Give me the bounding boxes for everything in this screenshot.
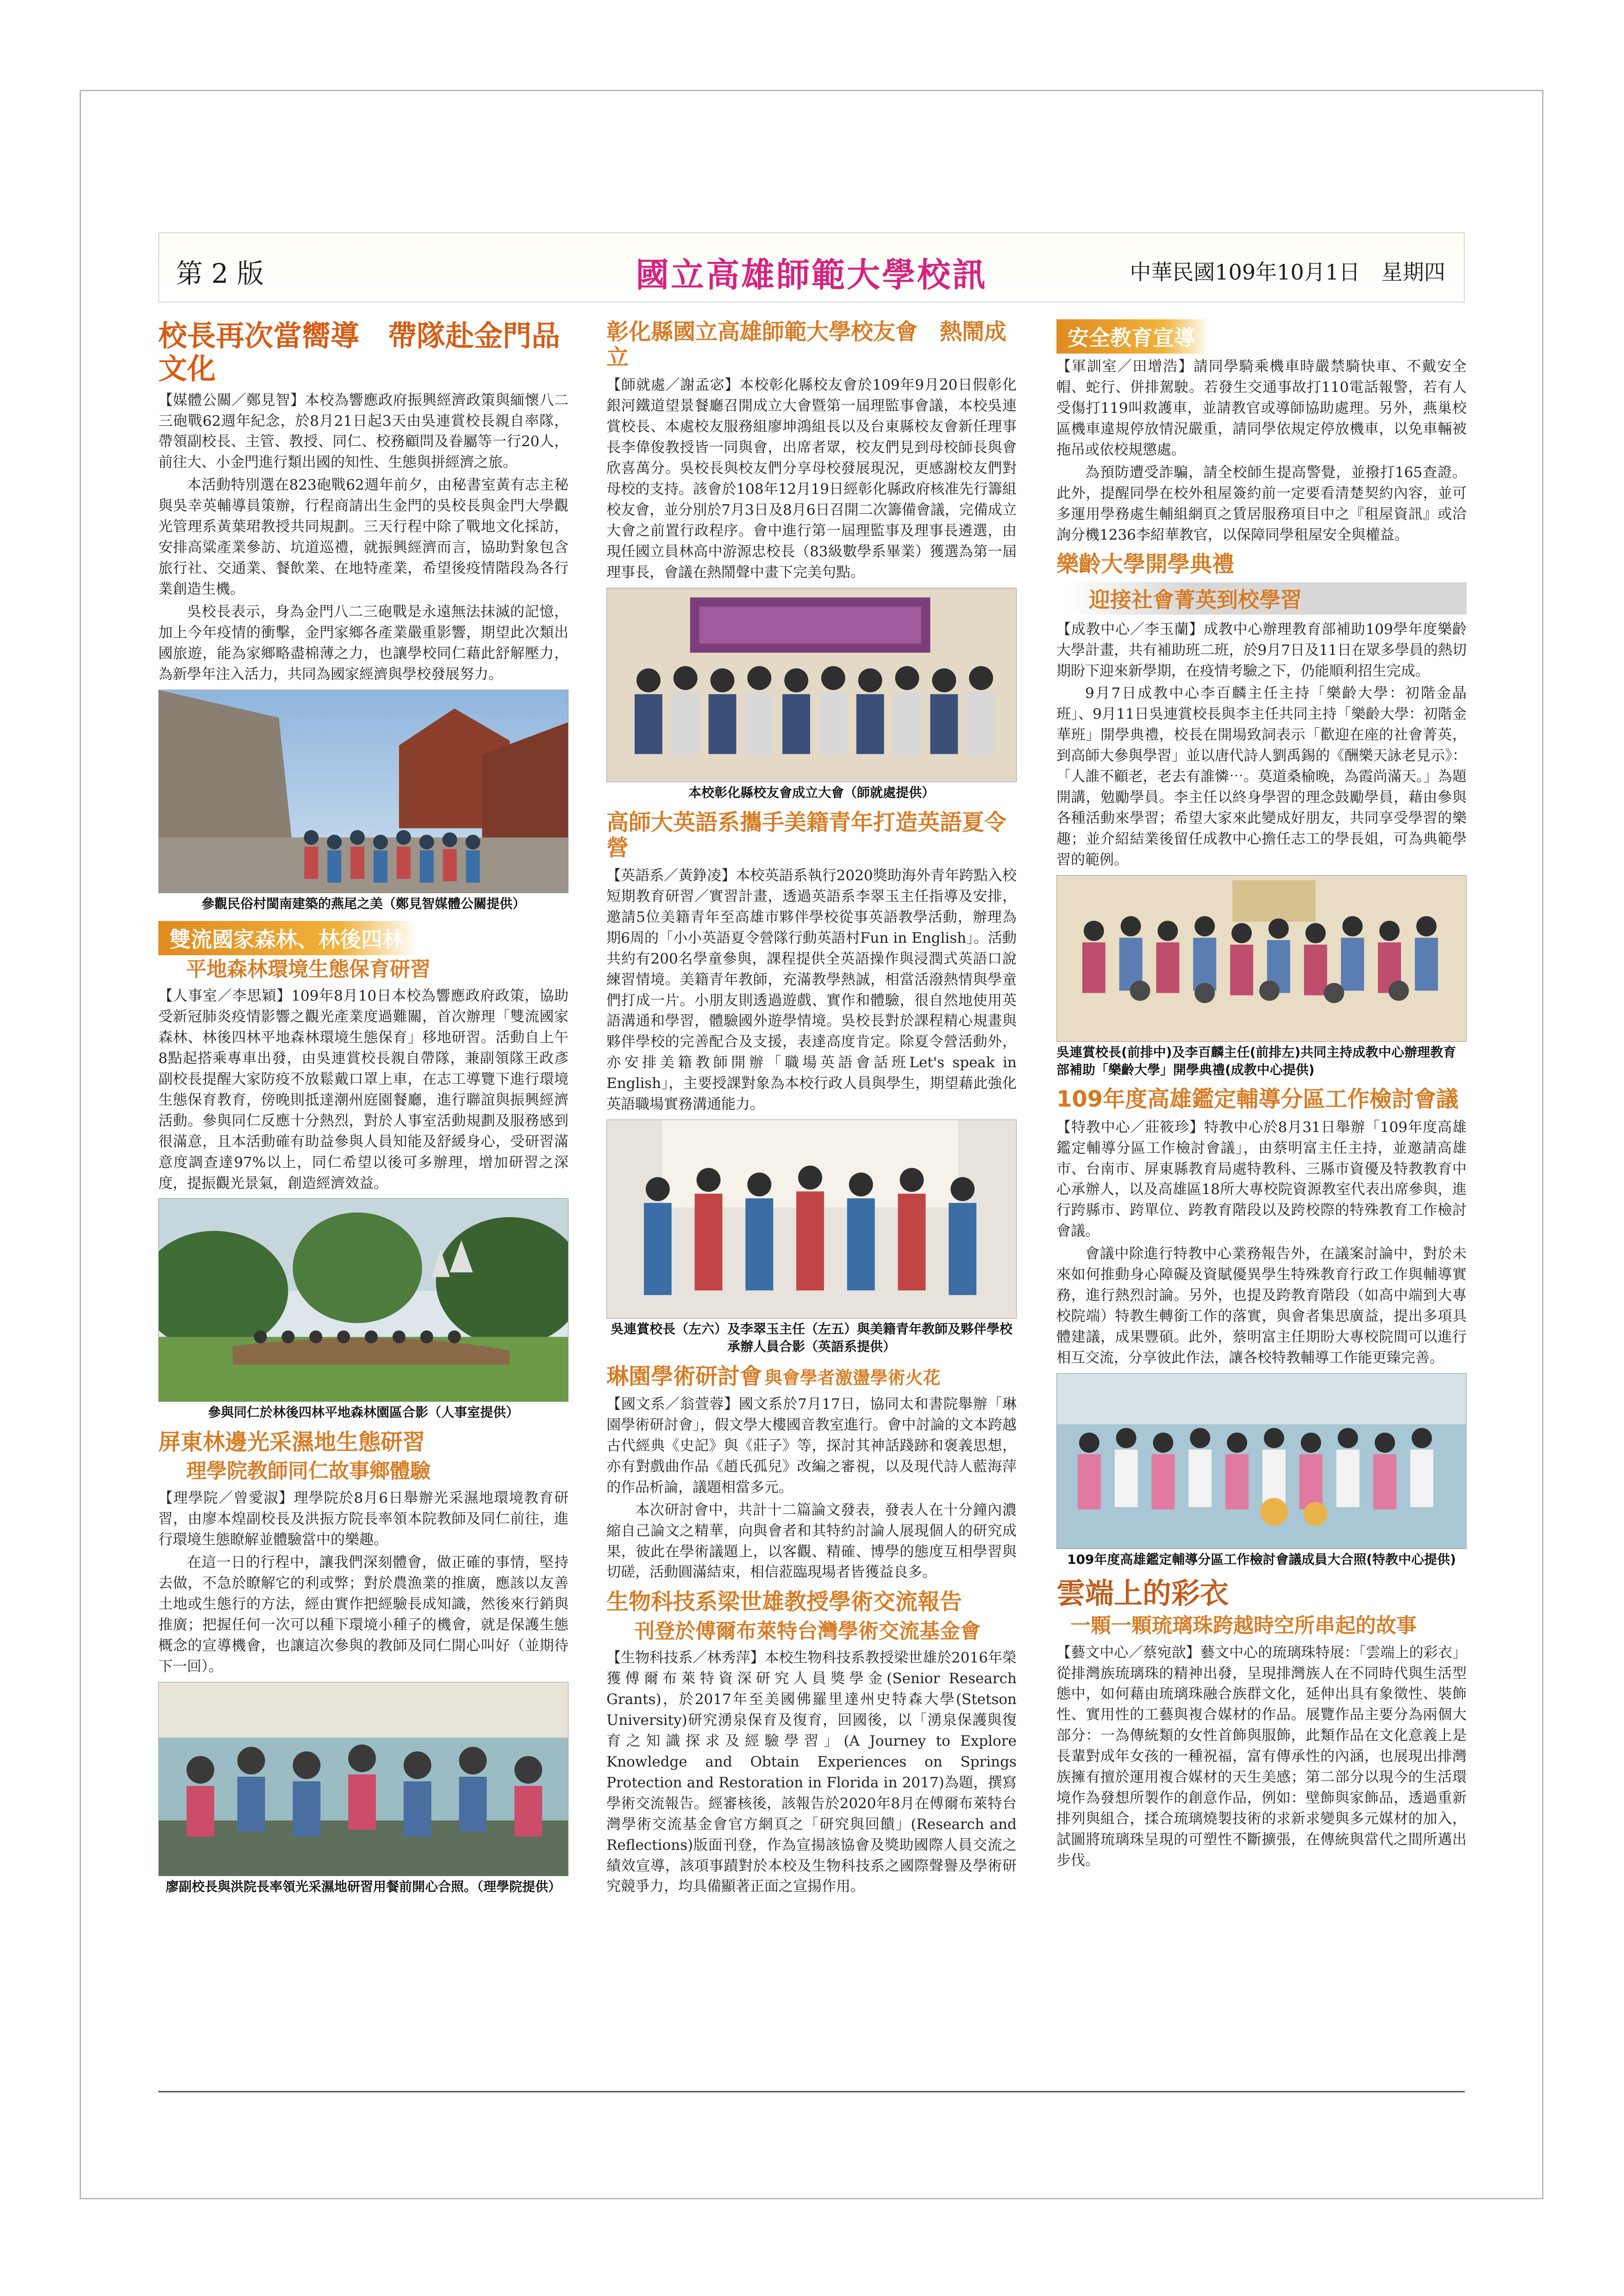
photo-senior bbox=[1056, 875, 1467, 1042]
article-senior-p1: 【成教中心／李玉蘭】成教中心辦理教育部補助109學年度樂齡大學計畫，共有補助班二班，於9月7日及11日在眾多學員的熱切期盼下迎來新學期，在疫情考驗之下，仍能順利招生完成。 bbox=[1056, 621, 1467, 679]
caption-forest: 參與同仁於林後四林平地森林園區合影（人事室提供） bbox=[207, 1405, 519, 1420]
headline-alumni: 彰化縣國立高雄師範大學校友會 熱鬧成立 bbox=[606, 319, 1007, 371]
caption-pingtung: 廖副校長與洪院長率領光采濕地研習用餐前開心合照。（理學院提供） bbox=[165, 1879, 561, 1894]
headline-english: 高師大英語系攜手美籍青年打造英語夏令營 bbox=[606, 809, 1007, 861]
article-pingtung-p2: 在這一日的行程中，讓我們深刻體會，做正確的事情，堅持去做，不急於瞭解它的利或弊；對於農漁業的推廣，應該以友善土地或生態行的方法，經由實作把經驗長成知識，然後來行銷與推廣；把握任何一次可以種下環境小種子的機會，就是保護生態概念的宣導機會，也讓這次參與的教師及同仁開心叫好（並期待下一回）。 bbox=[158, 1554, 568, 1675]
headline-biotech-sub: 刊登於傅爾布萊特台灣學術交流基金會 bbox=[634, 1619, 981, 1643]
headline-pingtung: 屏東林邊光采濕地生態研習 bbox=[158, 1429, 425, 1456]
bottom-rule bbox=[158, 2091, 1465, 2092]
photo-pingtung bbox=[158, 1682, 568, 1876]
caption-kinmen: 參觀民俗村閩南建築的燕尾之美（鄭見智媒體公關提供） bbox=[201, 896, 525, 911]
article-kinmen-p3: 吳校長表示，身為金門八二三砲戰是永遠無法抹滅的記憶，加上今年疫情的衝擊，金門家鄉各產業嚴重影響，期望此次類出國旅遊，能為家鄉略盡棉薄之力，也讓學校同仁藉此舒解壓力，為新學年注入活力，共同為國家經濟與學校發展努力。 bbox=[158, 603, 568, 683]
article-pingtung-p1: 【理學院／曾愛淑】理學院於8月6日舉辦光采濕地環境教育研習，由廖本煌副校長及洪振方院長率領本院教師及同仁前往，進行環境生態瞭解並體驗當中的樂趣。 bbox=[158, 1490, 568, 1548]
headline-special-ed: 109年度高雄鑑定輔導分區工作檢討會議 bbox=[1056, 1086, 1459, 1113]
article-kinmen-p1: 【媒體公關／鄭見智】本校為響應政府振興經濟政策與緬懷八二三砲戰62週年紀念，於8月21日起3天由吳連賞校長親自率隊，帶領副校長、主管、教授、同仁、校務顧問及眷屬等一行20人，前往大、小金門進行類出國的知性、生態與拼經濟之旅。 bbox=[158, 392, 568, 471]
photo-kinmen bbox=[158, 690, 568, 893]
photo-forest bbox=[158, 1198, 568, 1402]
photo-english bbox=[606, 1120, 1017, 1319]
headline-linyuan: 琳園學術研討會 bbox=[606, 1363, 762, 1389]
article-forest-p1: 【人事室／李思穎】109年8月10日本校為響應政府政策，協助受新冠肺炎疫情影響之觀光產業度過難關，首次辦理「雙流國家森林、林後四林平地森林環境生態保育」移地研習。活動自上午8點起搭乘專車出發，由吳連賞校長親自帶隊，兼副領隊王政彥副校長提醒大家防疫不放鬆戴口罩上車，在志工導覽下進行環境生態保育教育，傍晚則抵達潮州庭園餐廳，進行聯誼與振興經濟活動。參與同仁反應十分熱烈，對於人事室活動規劃及服務感到很滿意，且本活動確有助益參與人員知能及舒緩身心，受研習滿意度調查達97%以上，同仁希望以後可多辦理，增加研習之深度，提振觀光景氣，創造經濟效益。 bbox=[158, 988, 568, 1192]
article-alumni-p1: 【師就處／謝孟宓】本校彰化縣校友會於109年9月20日假彰化銀河鐵道望景餐廳召開成立大會暨第一屆理監事會議，本校吳連賞校長、本處校友服務組廖坤鴻組長以及台東縣校友會新任理事長李偉俊教授皆一同與會，出席者眾，校友們見到母校師長與會欣喜萬分。吳校長與校友們分享母校發展現況，更感謝校友們對母校的支持。該會於108年12月19日經彰化縣政府核准先行籌組校友會，並分別於7月3日及8月6日召開二次籌備會議，完備成立大會之前置行政程序。會中進行第一屆理監事及理事長遴選，由現任國立員林高中游源忠校長（83級數學系畢業）獲選為第一屆理事長，會議在熱鬧聲中畫下完美句點。 bbox=[606, 377, 1017, 581]
article-kinmen-p2: 本活動特別選在823砲戰62週年前夕，由秘書室黃有志主秘與吳幸英輔導員策辦，行程商請出生金門的吳校長與金門大學觀光管理系黃葉珺教授共同規劃。三天行程中除了戰地文化採訪，安排高粱產業參訪、坑道巡禮，就振興經濟而言，協助對象包含旅行社、交通業、餐飲業、在地特產業，希望後疫情階段為各行業創造生機。 bbox=[158, 477, 568, 598]
headline-forest-sub: 平地森林環境生態保育研習 bbox=[186, 957, 431, 981]
headline-linyuan-row bbox=[606, 1364, 1017, 1389]
headline-glass-sub: 一顆一顆琉璃珠跨越時空所串起的故事 bbox=[1070, 1614, 1417, 1637]
article-senior-p2: 9月7日成教中心李百麟主任主持「樂齡大學：初階金晶班」、9月11日吳連賞校長與李主任共同主持「樂齡大學：初階金華班」開學典禮，校長在開場致詞表示「歡迎在座的社會菁英，到高師大參與學習」並以唐代詩人劉禹錫的《酬樂天詠老見示》：「人誰不顧老，老去有誰憐⋯。莫道桑榆晚，為霞尚滿天。」為題開講，勉勵學員。李主任以終身學習的理念鼓勵學員，藉由參與各種活動來學習；希望大家來此變成好朋友，共同享受學習的樂趣；並介紹結業後留任成教中心擔任志工的學長姐，可為典範學習的範例。 bbox=[1056, 685, 1467, 868]
article-linyuan-p2: 本次研討會中，共計十二篇論文發表，發表人在十分鐘內濃縮自己論文之精華，向與會者和其特約討論人展現個人的研究成果，彼此在學術議題上，以客觀、精確、博學的態度互相學習與切磋，活動圓滿結束，相信蒞臨現場者皆獲益良多。 bbox=[606, 1501, 1017, 1581]
masthead-title: 國立高雄師範大學校訊 bbox=[635, 255, 987, 294]
photo-special-ed bbox=[1056, 1373, 1467, 1549]
headline-glass: 雲端上的彩衣 bbox=[1056, 1576, 1229, 1610]
article-linyuan-p1: 【國文系／翁萱蓉】國文系於7月17日，協同太和書院舉辦「琳園學術研討會」，假文學大樓國音教室進行。會中討論的文本跨越古代經典《史記》與《莊子》等，探討其神話踐跡和褒義思想，亦有對戲曲作品《趙氏孤兒》改編之審視，以及現代詩人藍海萍的作品析論，議題相當多元。 bbox=[606, 1395, 1017, 1496]
caption-english: 吳連賞校長（左六）及李翠玉主任（左五）與美籍青年教師及夥伴學校承辦人員合影（英語系提供） bbox=[610, 1321, 1012, 1354]
photo-alumni bbox=[606, 588, 1017, 782]
caption-special-ed: 109年度高雄鑑定輔導分區工作檢討會議成員大合照(特教中心提供) bbox=[1067, 1551, 1456, 1567]
headline-senior-sub: 迎接社會菁英到校學習 bbox=[1066, 582, 1467, 615]
headline-forest-bar: 雙流國家森林、林後四林 bbox=[158, 921, 418, 955]
article-glass-p1: 【藝文中心／蔡宛歆】藝文中心的琉璃珠特展：「雲端上的彩衣」從排灣族琉璃珠的精神出發，呈現排灣族人在不同時代與生活型態中，如何藉由琉璃珠融合族群文化，延伸出具有象徵性、裝飾性、實用性的工藝與複合媒材的作品。展覽作品主要分為兩個大部分：一為傳統類的女性首飾與服飾，此類作品在文化意義上是長輩對成年女孩的一種祝福，富有傳承性的內涵，也展現出排灣族擁有擅於運用複合媒材的天生美感；第二部分以現今的生活環境作為發想所製作的創意作品，例如：壁飾與家飾品，透過重新排列與組合，揉合琉璃燒製技術的求新求變與多元媒材的加入，試圖將琉璃珠呈現的可塑性不斷擴張，在傳統與當代之間所邁出步伐。 bbox=[1056, 1644, 1467, 1869]
headline-senior: 樂齡大學開學典禮 bbox=[1056, 551, 1235, 578]
issue-number: 第 2 版 bbox=[176, 258, 264, 289]
headline-linyuan-tail: 與會學者激盪學術火花 bbox=[764, 1367, 941, 1388]
headline-kinmen: 校長再次當嚮導 帶隊赴金門品文化 bbox=[158, 319, 561, 386]
caption-alumni: 本校彰化縣校友會成立大會（師就處提供） bbox=[688, 784, 935, 800]
issue-date: 中華民國109年10月1日 星期四 bbox=[1130, 260, 1445, 285]
caption-senior: 吳連賞校長(前排中)及李百麟主任(前排左)共同主持成教中心辦理教育部補助「樂齡大學」開學典禮(成教中心提供) bbox=[1056, 1044, 1456, 1077]
column-left bbox=[158, 319, 568, 1904]
column-middle bbox=[606, 319, 1017, 1899]
article-special-ed-p1: 【特教中心／莊筱珍】特教中心於8月31日舉辦「109年度高雄鑑定輔導分區工作檢討會議」，由蔡明富主任主持，並邀請高雄市、台南市、屏東縣教育局處特教科、三縣市資優及特教教育中心承辦人，以及高雄區18所大專校院資源教室代表出席參與，進行跨縣市、跨單位、跨教育階段以及跨校際的特殊教育工作檢討會議。 bbox=[1056, 1119, 1467, 1240]
newspaper-header bbox=[158, 232, 1465, 303]
article-english-p1: 【英語系／黃錚凌】本校英語系執行2020獎助海外青年跨點入校短期教育研習／實習計畫，透過英語系李翠玉主任指導及安排，邀請5位美籍青年至高雄市夥伴學校從事英語教學活動，辦理為期6周的「小小英語夏令營隊行動英語村Fun in English」。活動共約有200名學童參與，課程提供全英語操作與浸潤式英語口說練習情境。美籍青年教師，充滿教學熱誠，相當活潑熱情與學童們打成一片。小朋友則透過遊戲、實作和體驗，很自然地使用英語溝通和學習，體驗國外遊學情境。吳校長對於課程精心規畫與夥伴學校的完善配合及支援，表達高度肯定。除夏令營活動外，亦安排美籍教師開辦「職場英語會話班Let's speak in English」，主要授課對象為本校行政人員與學生，期望藉此強化英語職場實務溝通能力。 bbox=[606, 867, 1017, 1113]
column-right bbox=[1056, 319, 1467, 1873]
headline-pingtung-sub: 理學院教師同仁故事鄉體驗 bbox=[186, 1459, 431, 1483]
article-special-ed-p2: 會議中除進行特教中心業務報告外，在議案討論中，對於未來如何推動身心障礙及資賦優異學生特殊教育行政工作與輔導實務，進行熱烈討論。另外，也提及跨教育階段（如高中端到大專校院端）特教生轉銜工作的落實，與會者集思廣益，提出多項具體建議，成果豐碩。此外，蔡明富主任期盼大專校院間可以進行相互交流，分享彼此作法，讓各校特教輔導工作能更臻完善。 bbox=[1056, 1245, 1467, 1366]
article-biotech-p1: 【生物科技系／林秀萍】本校生物科技系教授梁世雄於2016年榮獲傅爾布萊特資深研究人員獎學金(Senior Research Grants)，於2017年至美國佛羅里達州史特森大學(Stetson University)研究湧泉保育及復育，回國後，以「湧泉保護與復育之知識探求及經驗學習」(A Journey to Explore Knowledge and Obtain Experiences on Springs Protection and Restoration in Florida in 2017)為題，撰寫學術交流報告。經審核後，該報告於2020年8月在傅爾布萊特台灣學術交流基金會官方網頁之「研究與回饋」(Research and Reflections)版面刊登，作為宣揚該協會及獎助國際人員交流之績效宣導，該項事蹟對於本校及生物科技系之國際聲譽及學術研究競爭力，均具備顯著正面之宣揚作用。 bbox=[606, 1649, 1017, 1895]
headline-safety-bar: 安全教育宣導 bbox=[1056, 319, 1209, 354]
headline-biotech: 生物科技系梁世雄教授學術交流報告 bbox=[606, 1589, 962, 1615]
article-safety-p1: 【軍訓室／田增浩】請同學騎乘機車時嚴禁騎快車、不戴安全帽、蛇行、併排駕駛。若發生交通事故打110電話報警，若有人受傷打119叫救護車，並請教官或導師協助處理。另外，燕巢校區機車違規停放情況嚴重，請同學依規定停放機車，以免車輛被拖吊或依校規懲處。 bbox=[1056, 358, 1467, 458]
article-safety-p2: 為預防遭受詐騙，請全校師生提高警覺，並撥打165查證。此外，提醒同學在校外租屋簽約前一定要看清楚契約內容，並可多運用學務處生輔組網頁之賃居服務項目中之『租屋資訊』或洽詢分機1236李紹華教官，以保障同學租屋安全與權益。 bbox=[1056, 464, 1467, 543]
